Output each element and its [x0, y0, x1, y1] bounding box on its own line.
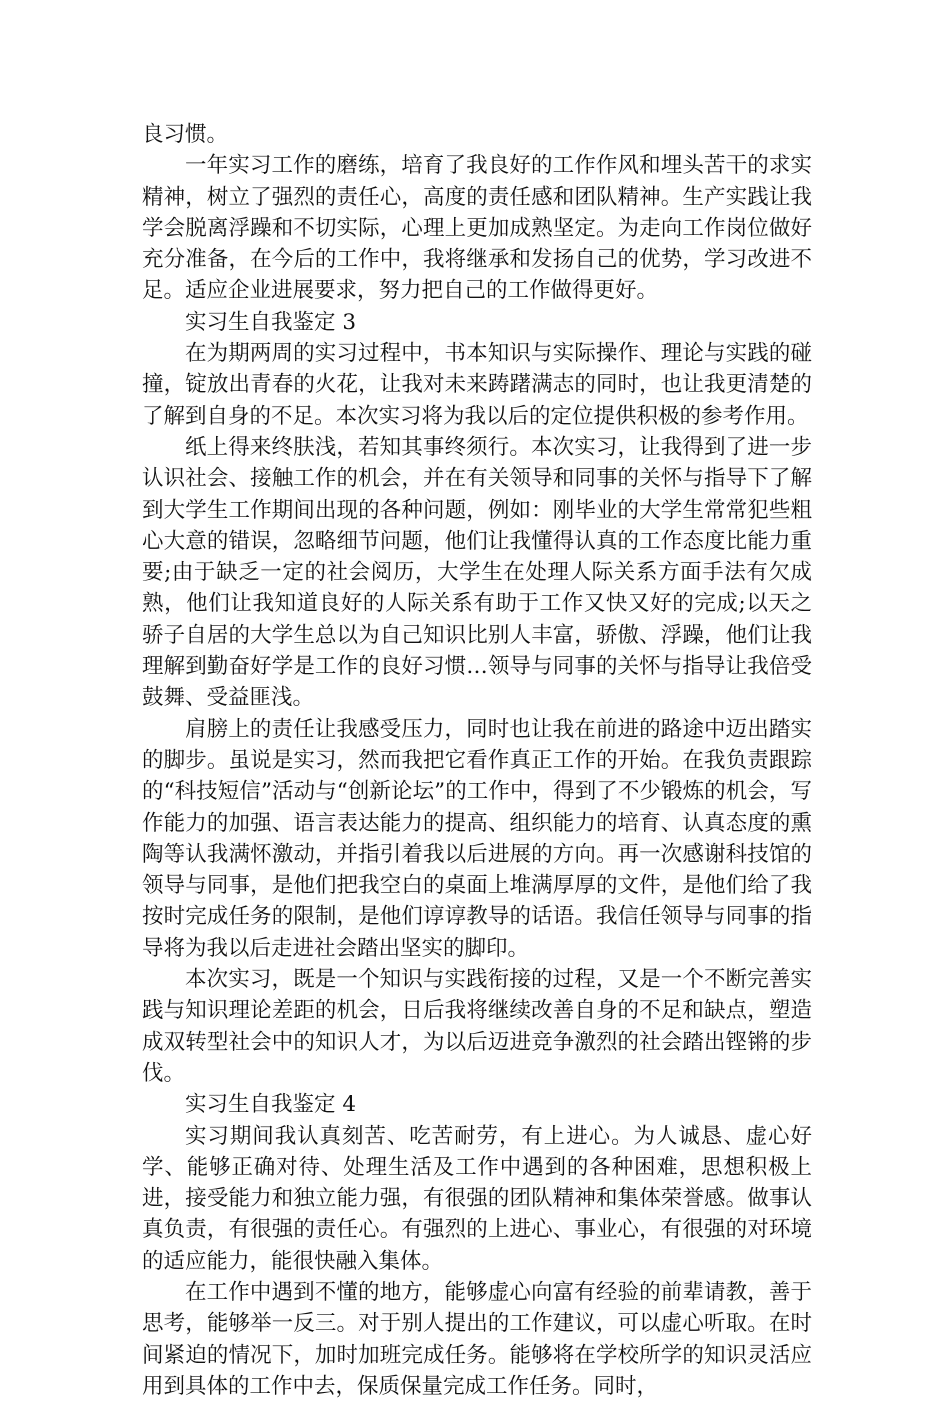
paragraph-continued: 良习惯。 — [142, 122, 229, 147]
paragraph: 肩膀上的责任让我感受压力，同时也让我在前进的路途中迈出踏实的脚步。虽说是实习，然而我把它看作真正工作的开始。在我负责跟踪的“科技短信”活动与“创新论坛”的工作中，得到了不少锻炼的机会，写作能力的加强、语言表达能力的提高、组织能力的培育、认真态度的熏陶等认我满怀激动，并指引着我以后进展的方向。再一次感谢科技馆的领导与同事，是他们把我空白的桌面上堆满厚厚的文件，是他们给了我按时完成任务的限制，是他们谆谆教导的话语。我信任领导与同事的指导将为我以后走进社会踏出坚实的脚印。 — [142, 716, 812, 961]
document-body — [142, 119, 812, 1402]
paragraph: 本次实习，既是一个知识与实践衔接的过程，又是一个不断完善实践与知识理论差距的机会，日后我将继续改善自身的不足和缺点，塑造成双转型社会中的知识人才，为以后迈进竞争激烈的社会踏出铿锵的步伐。 — [142, 967, 812, 1086]
section-heading: 实习生自我鉴定 4 — [185, 1092, 357, 1118]
paragraph: 一年实习工作的磨练，培育了我良好的工作作风和埋头苦干的求实精神，树立了强烈的责任心，高度的责任感和团队精神。生产实践让我学会脱离浮躁和不切实际，心理上更加成熟坚定。为走向工作岗位做好充分准备，在今后的工作中，我将继承和发扬自己的优势，学习改进不足。适应企业进展要求，努力把自己的工作做得更好。 — [142, 153, 812, 304]
section-heading: 实习生自我鉴定 3 — [185, 309, 357, 335]
paragraph: 纸上得来终肤浅，若知其事终须行。本次实习，让我得到了进一步认识社会、接触工作的机会，并在有关领导和同事的关怀与指导下了解到大学生工作期间出现的各种问题，例如：刚毕业的大学生常常犯些粗心大意的错误，忽略细节问题，他们让我懂得认真的工作态度比能力重要;由于缺乏一定的社会阅历，大学生在处理人际关系方面手法有欠成熟，他们让我知道良好的人际关系有助于工作又快又好的完成;以天之骄子自居的大学生总以为自己知识比别人丰富，骄傲、浮躁，他们让我理解到勤奋好学是工作的良好习惯…领导与同事的关怀与指导让我倍受鼓舞、受益匪浅。 — [142, 434, 812, 711]
paragraph: 在工作中遇到不懂的地方，能够虚心向富有经验的前辈请教，善于思考，能够举一反三。对于别人提出的工作建议，可以虚心听取。在时间紧迫的情况下，加时加班完成任务。能够将在学校所学的知识灵活应用到具体的工作中去，保质保量完成工作任务。同时， — [142, 1279, 812, 1399]
paragraph: 在为期两周的实习过程中，书本知识与实际操作、理论与实践的碰撞，锭放出青春的火花，让我对未来踌躇满志的同时，也让我更清楚的了解到自身的不足。本次实习将为我以后的定位提供积极的参考作用。 — [142, 341, 812, 429]
paragraph: 实习期间我认真刻苦、吃苦耐劳，有上进心。为人诚恳、虚心好学、能够正确对待、处理生活及工作中遇到的各种困难，思想积极上进，接受能力和独立能力强，有很强的团队精神和集体荣誉感。做事认真负责，有很强的责任心。有强烈的上进心、事业心，有很强的对环境的适应能力，能很快融入集体。 — [142, 1123, 812, 1274]
